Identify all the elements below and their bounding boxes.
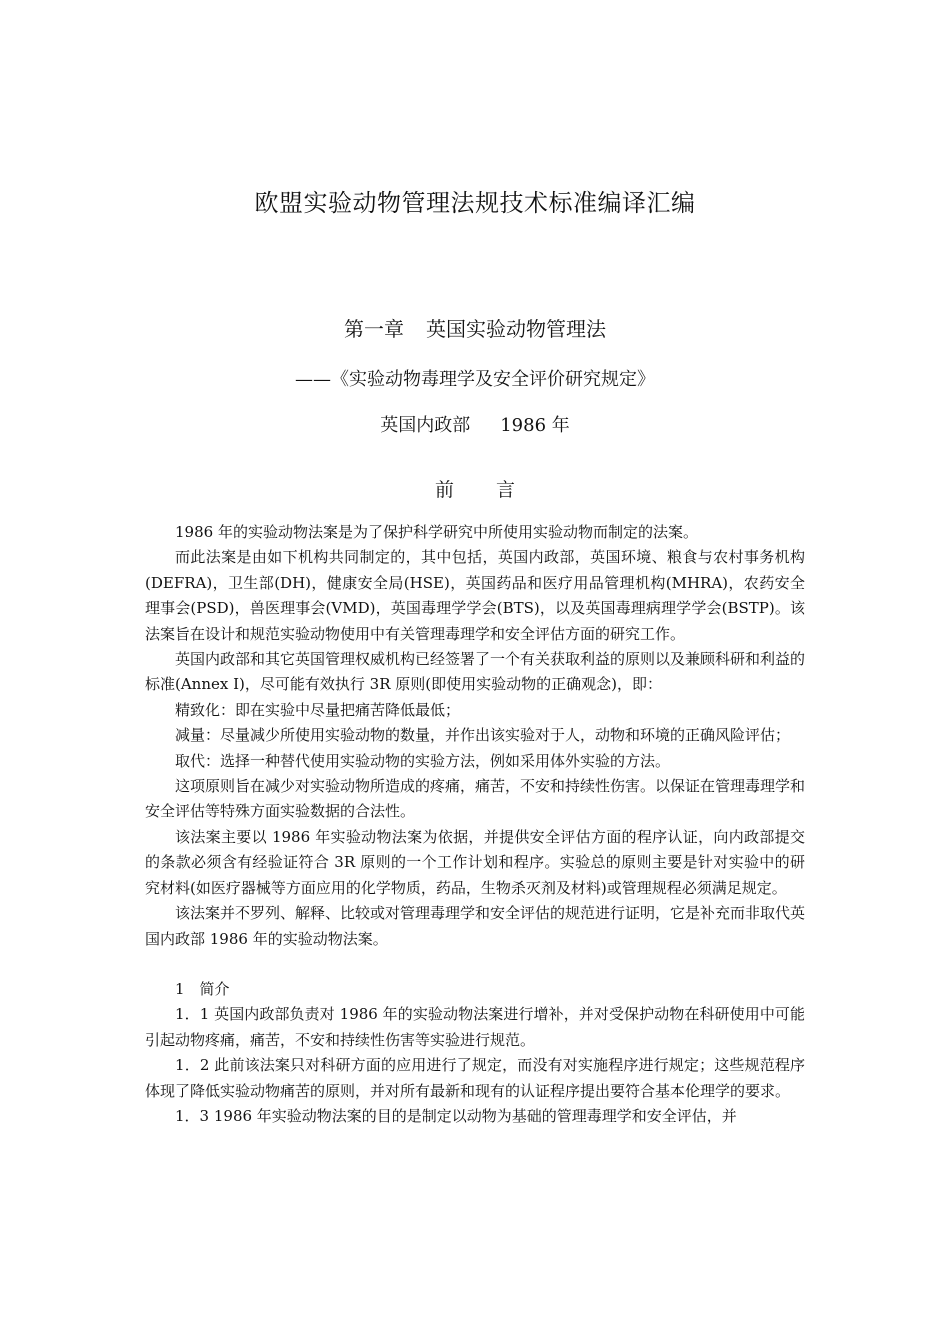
paragraph: 取代：选择一种替代使用实验动物的实验方法，例如采用体外实验的方法。 — [175, 751, 671, 770]
section-item: 1．2 此前该法案只对科研方面的应用进行了规定，而没有对实施程序进行规定；这些规范程序体现了降低实验动物痛苦的原则，并对所有最新和现有的认证程序提出要符合基本伦理学的要求。 — [145, 1056, 805, 1100]
paragraph: 这项原则旨在减少对实验动物所造成的疼痛，痛苦，不安和持续性伤害。以保证在管理毒理学和安全评估等特殊方面实验数据的合法性。 — [145, 777, 806, 821]
chapter-name: 英国实验动物管理法 — [426, 317, 606, 341]
paragraph: 该法案并不罗列、解释、比较或对管理毒理学和安全评估的规范进行证明，它是补充而非取代英国内政部 1986 年的实验动物法案。 — [145, 904, 806, 948]
chapter-subtitle: ——《实验动物毒理学及安全评价研究规定》 — [295, 369, 655, 390]
section-heading: 1 简介 — [175, 979, 230, 998]
agency-name: 英国内政部 — [380, 415, 471, 436]
agency-year: 1986 年 — [500, 415, 570, 436]
issuing-agency — [0, 411, 950, 437]
preface-heading-right: 言 — [496, 479, 516, 501]
paragraph: 而此法案是由如下机构共同制定的，其中包括，英国内政部，英国环境、粮食与农村事务机构(DEFRA)，卫生部(DH)，健康安全局(HSE)，英国药品和医疗用品管理机构(MHRA)，农药安全理事会(PSD)，兽医理事会(VMD)，英国毒理学学会(BTS)，以及英国毒理病理学学会(BSTP)。该法案旨在设计和规范实验动物使用中有关管理毒理学和安全评估方面的研究工作。 — [145, 548, 805, 643]
paragraph: 该法案主要以 1986 年实验动物法案为依据，并提供安全评估方面的程序认证，向内政部提交的条款必须含有经验证符合 3R 原则的一个工作计划和程序。实验总的原则主要是针对实验中的研究材料(如医疗器械等方面应用的化学物质，药品，生物杀灭剂及材料)或管理规程必须满足规定。 — [145, 827, 805, 897]
paragraph: 1986 年的实验动物法案是为了保护科学研究中所使用实验动物而制定的法案。 — [175, 523, 698, 541]
preface-heading-left: 前 — [434, 479, 454, 501]
document-title: 欧盟实验动物管理法规技术标准编译汇编 — [254, 189, 696, 217]
section-item: 1．1 英国内政部负责对 1986 年的实验动物法案进行增补，并对受保护动物在科研使用中可能引起动物疼痛，痛苦，不安和持续性伤害等实验进行规范。 — [145, 1005, 805, 1049]
document-body — [145, 520, 805, 1129]
paragraph: 精致化：即在实验中尽量把痛苦降低最低； — [175, 700, 461, 719]
chapter-title — [0, 313, 950, 342]
paragraph: 英国内政部和其它英国管理权威机构已经签署了一个有关获取利益的原则以及兼顾科研和利益的标准(Annex I)，尽可能有效执行 3R 原则(即使用实验动物的正确观念)，即： — [145, 650, 806, 694]
section-item: 1．3 1986 年实验动物法案的目的是制定以动物为基础的管理毒理学和安全评估，并 — [175, 1106, 737, 1125]
preface-heading — [0, 475, 950, 502]
paragraph: 减量：尽量减少所使用实验动物的数量，并作出该实验对于人，动物和环境的正确风险评估； — [175, 726, 791, 745]
chapter-number: 第一章 — [344, 317, 404, 341]
